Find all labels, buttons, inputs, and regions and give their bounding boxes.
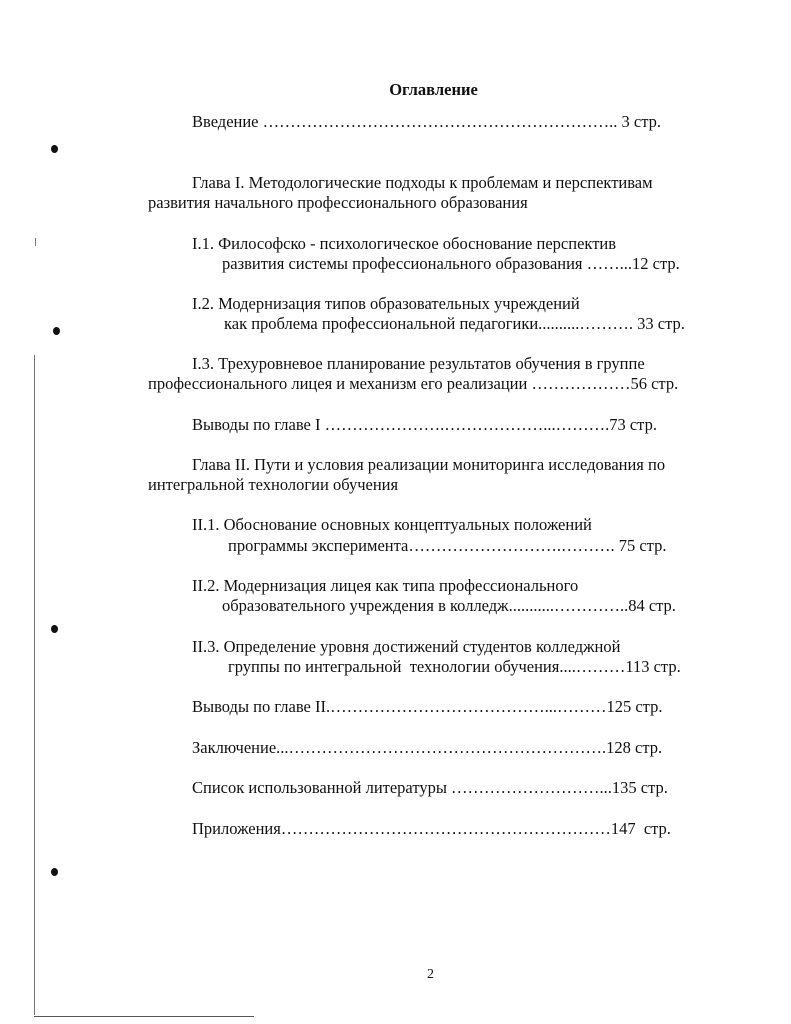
chapter-2-heading-line2: интегральной технологии обучения (148, 475, 399, 494)
page-number: 2 (427, 967, 434, 982)
toc-entry-conclusions-2: Выводы по главе II.…………………………………...………125 стр. (192, 697, 663, 716)
toc-entry-1-3-line2: профессионального лицея и механизм его реализации ………………56 стр. (148, 374, 679, 393)
scan-edge-line (34, 355, 35, 1015)
chapter-1-heading-line2: развития начального профессионального образования (148, 193, 528, 212)
toc-entry-appendices: Приложения……………………………………………………147 стр. (192, 819, 671, 838)
chapter-2-heading-line1: Глава II. Пути и условия реализации мониторинга исследования по (192, 455, 666, 474)
toc-entry-intro: Введение ……………………………………………………….. 3 стр. (192, 112, 661, 131)
punch-hole-mark (51, 145, 58, 153)
scan-bottom-edge-line (34, 1016, 254, 1017)
toc-entry-1-3-line1: I.3. Трехуровневое планирование результатов обучения в группе (192, 354, 645, 373)
punch-hole-mark (53, 327, 60, 335)
toc-entry-2-2-line2: образовательного учреждения в колледж...........…………..84 стр. (222, 596, 676, 615)
chapter-1-heading-line1: Глава I. Методологические подходы к проблемам и перспективам (192, 173, 653, 192)
toc-entry-2-3-line1: II.3. Определение уровня достижений студентов колледжной (192, 637, 621, 656)
toc-entry-2-3-line2: группы по интегральной технологии обучения....………113 стр. (228, 657, 681, 676)
toc-entry-1-2-line1: I.2. Модернизация типов образовательных учреждений (192, 294, 580, 313)
toc-entry-conclusions-1: Выводы по главе I ………………….………………...……….73 стр. (192, 415, 657, 434)
toc-title: Оглавление (389, 80, 478, 99)
punch-hole-mark (51, 868, 58, 876)
scan-edge-mark (35, 238, 36, 246)
toc-entry-conclusion: Заключение...………………………………………………….128 стр. (192, 738, 663, 757)
toc-entry-2-2-line1: II.2. Модернизация лицея как типа профессионального (192, 576, 579, 595)
punch-hole-mark (51, 625, 58, 633)
toc-entry-1-1-line1: I.1. Философско - психологическое обоснование перспектив (192, 234, 617, 253)
toc-entry-bibliography: Список использованной литературы ………………………...135 стр. (192, 778, 668, 797)
toc-entry-2-1-line1: II.1. Обоснование основных концептуальных положений (192, 515, 592, 534)
toc-entry-1-2-line2: как проблема профессиональной педагогики..........………. 33 стр. (224, 314, 685, 333)
toc-entry-1-1-line2: развития системы профессионального образования ……...12 стр. (222, 254, 680, 273)
toc-entry-2-1-line2: программы эксперимента……………………….………. 75 стр. (228, 536, 667, 555)
